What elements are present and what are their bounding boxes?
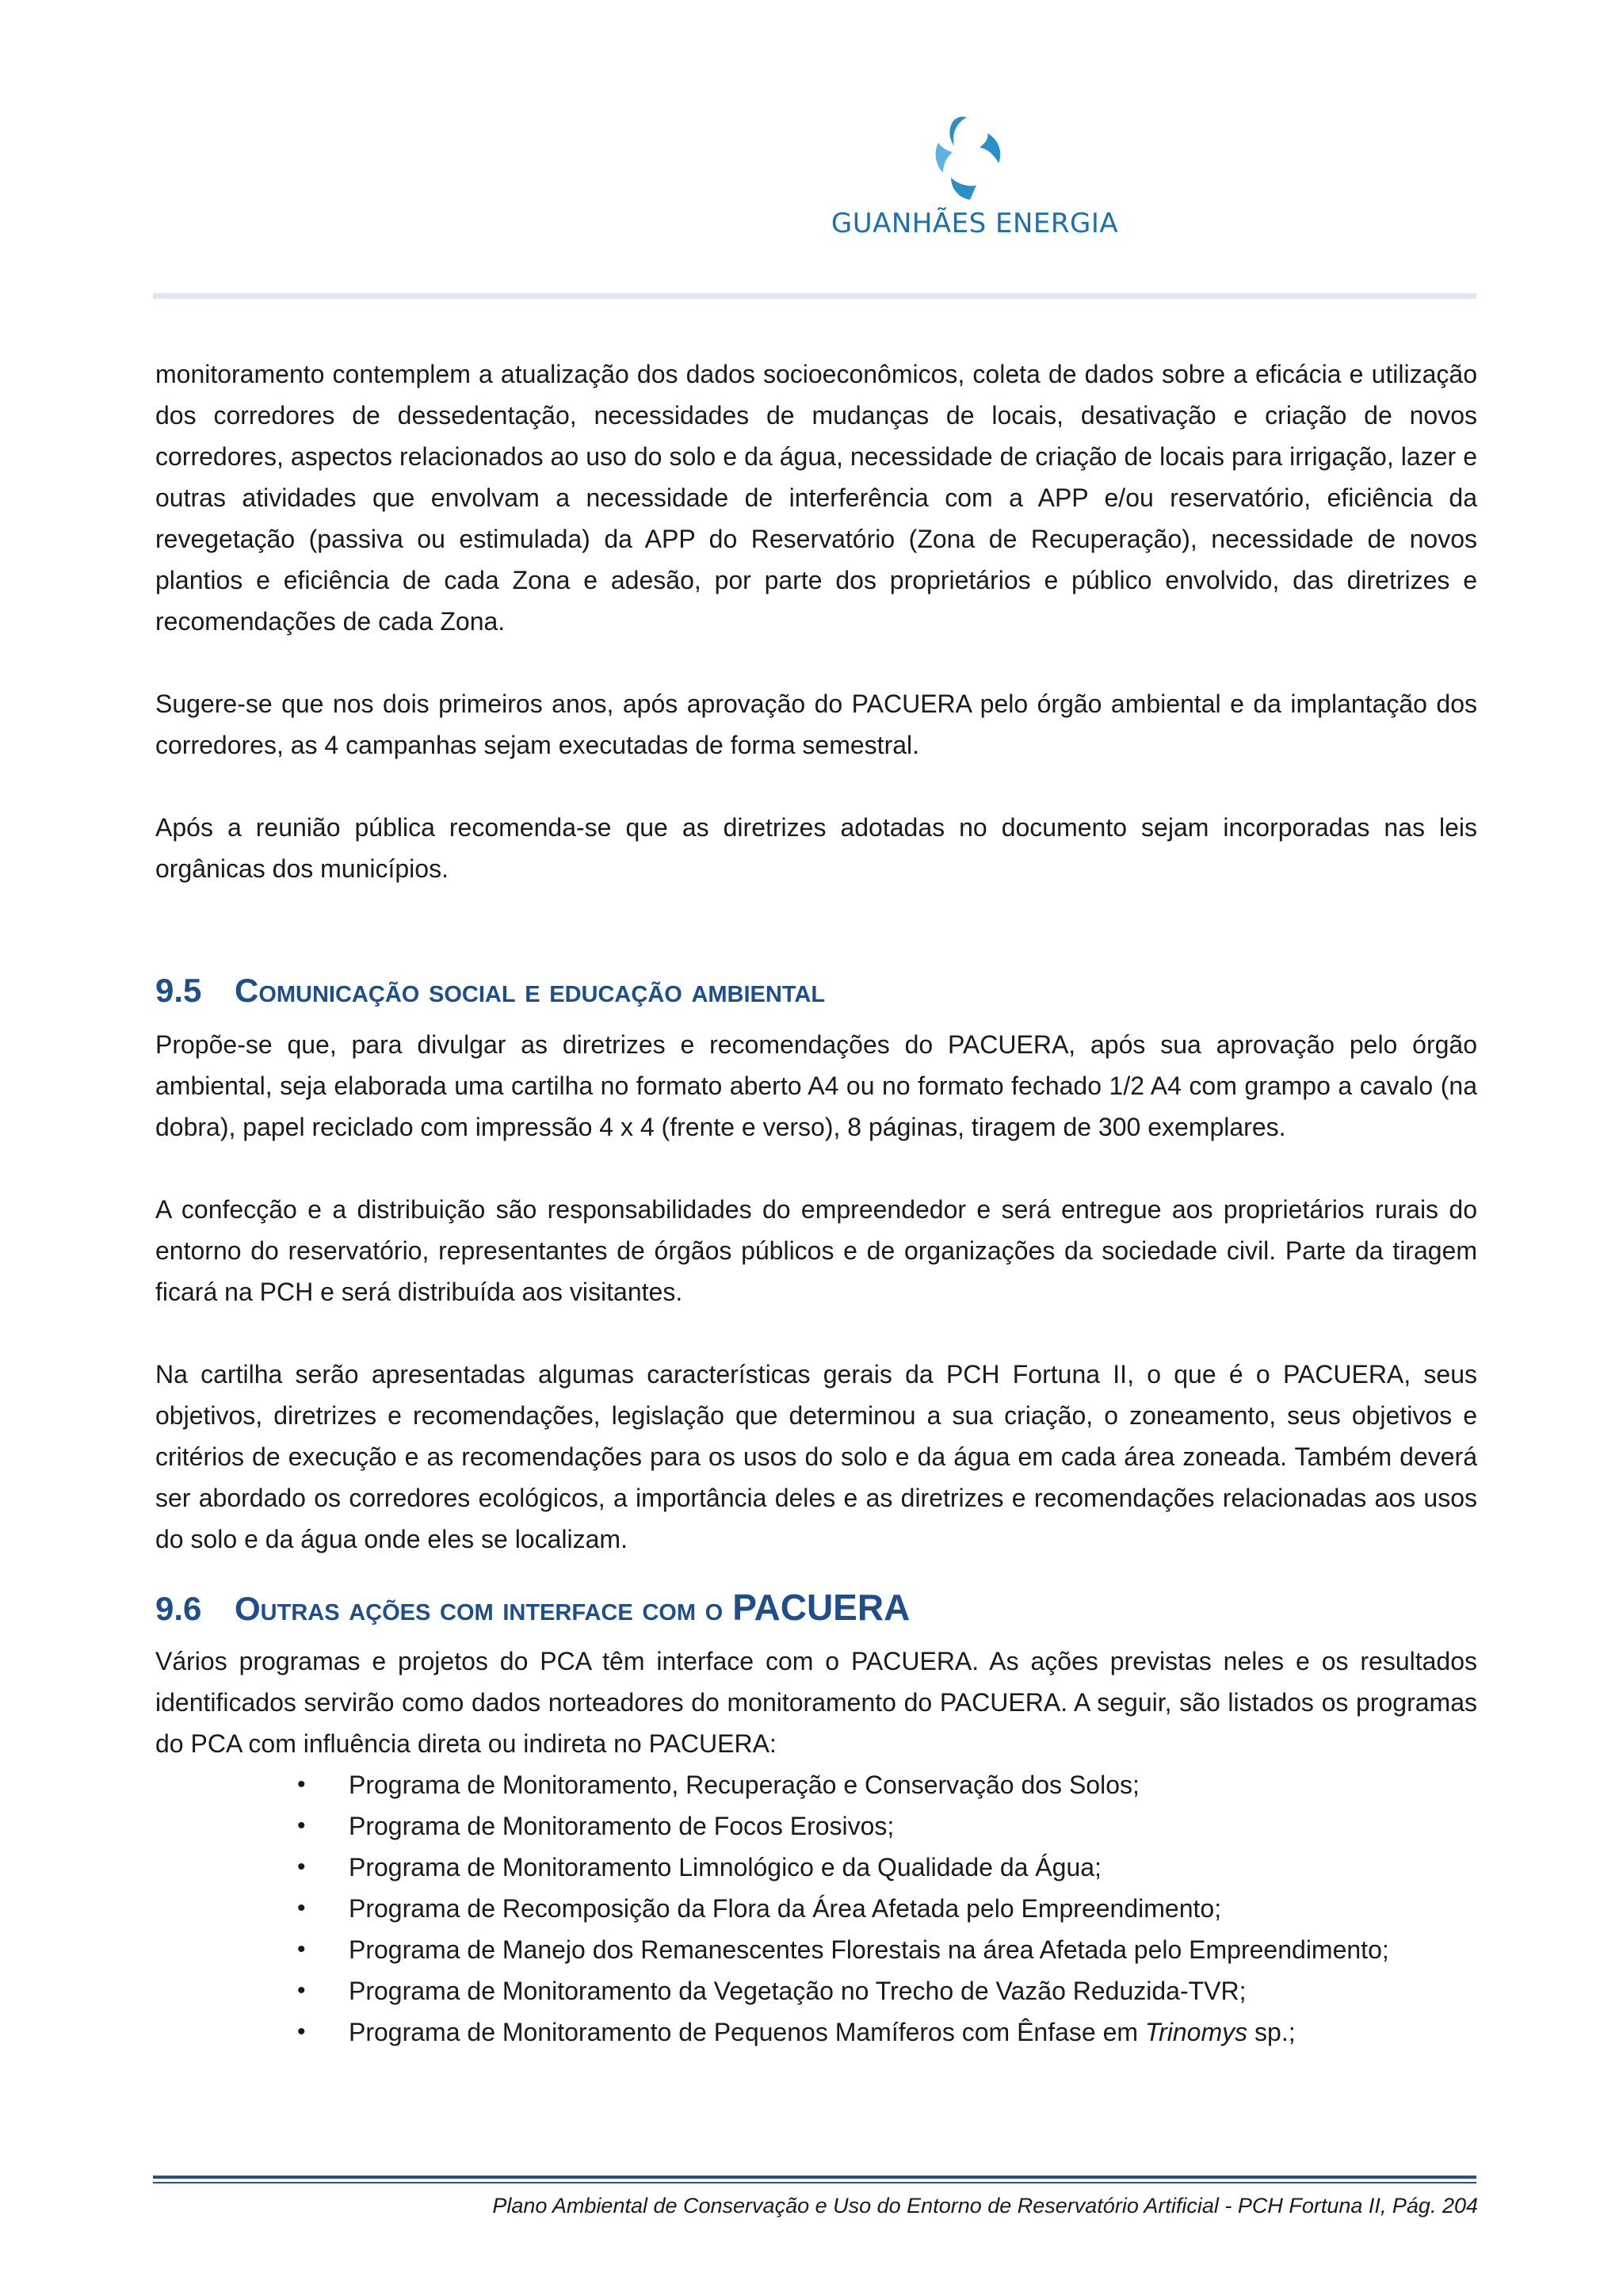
header-divider [153, 293, 1476, 299]
paragraph: monitoramento contemplem a atualização dos dados socioeconômicos, coleta de dados sobre a eficácia e utilização dos corredores de dessedentação, necessidades de mudanças de locais, desativação e criação de novos corredores, aspectos relacionados ao uso do solo e da água, necessidade de criação de locais para irrigação, lazer e outras atividades que envolvam a necessidade de interferência com a APP e/ou reservatório, eficiência da revegetação (passiva ou estimulada) da APP do Reservatório (Zona de Recuperação), necessidade de novos plantios e eficiência de cada Zona e adesão, por parte dos proprietários e público envolvido, das diretrizes e recomendações de cada Zona. [155, 360, 1477, 636]
paragraph: Vários programas e projetos do PCA têm interface com o PACUERA. As ações previstas neles e os resultados identificados servirão como dados norteadores do monitoramento do PACUERA. A seguir, são listados os programas do PCA com influência direta ou indireta no PACUERA: [155, 1647, 1477, 1758]
bullet-icon: • [297, 2019, 306, 2045]
list-item-text: Programa de Manejo dos Remanescentes Florestais na área Afetada pelo Empreendimento; [349, 1935, 1389, 1964]
list-item [155, 1929, 1477, 1970]
bullet-icon: • [297, 1813, 306, 1839]
section-title: Comunicação social e educação ambiental [235, 972, 826, 1009]
list-item-text: Programa de Monitoramento da Vegetação no Trecho de Vazão Reduzida-TVR; [349, 1977, 1247, 2005]
swirl-logo-icon [911, 111, 1022, 206]
paragraph: Propõe-se que, para divulgar as diretrizes e recomendações do PACUERA, após sua aprovação pelo órgão ambiental, seja elaborada uma cartilha no formato aberto A4 ou no formato fechado 1/2 A4 com grampo a cavalo (na dobra), papel reciclado com impressão 4 x 4 (frente e verso), 8 páginas, tiragem de 300 exemplares. [155, 1030, 1477, 1141]
list-item [155, 1847, 1477, 1888]
bullet-icon: • [297, 1936, 306, 1962]
section-title: Outras ações com interface com o [235, 1590, 724, 1627]
list-item-text: sp.; [1254, 2018, 1296, 2046]
section-heading-9-6 [155, 1585, 1477, 1631]
program-list [155, 1764, 1477, 2053]
footer-divider [153, 2176, 1476, 2179]
page-content [155, 353, 1477, 2053]
bullet-icon: • [297, 1977, 306, 2004]
paragraph: Após a reunião pública recomenda-se que as diretrizes adotadas no documento sejam incorporadas nas leis orgânicas dos municípios. [155, 813, 1477, 883]
section-number: 9.5 [155, 972, 202, 1009]
bullet-icon: • [297, 1895, 306, 1921]
list-item [155, 1805, 1477, 1847]
list-item [155, 2011, 1477, 2053]
list-item-text: Programa de Recomposição da Flora da Área Afetada pelo Empreendimento; [349, 1894, 1222, 1923]
list-item [155, 1764, 1477, 1805]
logo-wordmark: GUANHÃES ENERGIA [831, 208, 1119, 239]
company-logo [816, 111, 1133, 250]
section-title-acronym: PACUERA [732, 1587, 911, 1628]
footer-divider [153, 2182, 1476, 2183]
paragraph: A confecção e a distribuição são responsabilidades do empreendedor e será entregue aos proprietários rurais do entorno do reservatório, representantes de órgãos públicos e de organizações da sociedade civil. Parte da tiragem ficará na PCH e será distribuída aos visitantes. [155, 1195, 1477, 1306]
list-item-text: Programa de Monitoramento, Recuperação e Conservação dos Solos; [349, 1771, 1140, 1799]
paragraph: Na cartilha serão apresentadas algumas características gerais da PCH Fortuna II, o que é o PACUERA, seus objetivos, diretrizes e recomendações, legislação que determinou a sua criação, o zoneamento, seus objetivos e critérios de execução e as recomendações para os usos do solo e da água em cada área zoneada. Também deverá ser abordado os corredores ecológicos, a importância deles e as diretrizes e recomendações relacionadas aos usos do solo e da água onde eles se localizam. [155, 1360, 1477, 1553]
paragraph: Sugere-se que nos dois primeiros anos, após aprovação do PACUERA pelo órgão ambiental e da implantação dos corredores, as 4 campanhas sejam executadas de forma semestral. [155, 690, 1477, 759]
section-heading-9-5 [155, 968, 1477, 1013]
list-item-text: Programa de Monitoramento de Pequenos Mamíferos com Ênfase em [349, 2018, 1139, 2046]
footer-caption: Plano Ambiental de Conservação e Uso do Entorno de Reservatório Artificial - PCH Fortuna II, Pág. 204 [492, 2194, 1478, 2218]
list-item-text: Programa de Monitoramento Limnológico e da Qualidade da Água; [349, 1853, 1102, 1881]
section-number: 9.6 [155, 1590, 202, 1627]
species-name: Trinomys [1144, 2018, 1248, 2046]
bullet-icon: • [297, 1771, 306, 1797]
list-item-text: Programa de Monitoramento de Focos Erosivos; [349, 1812, 895, 1840]
bullet-icon: • [297, 1854, 306, 1880]
list-item [155, 1970, 1477, 2011]
list-item [155, 1888, 1477, 1929]
